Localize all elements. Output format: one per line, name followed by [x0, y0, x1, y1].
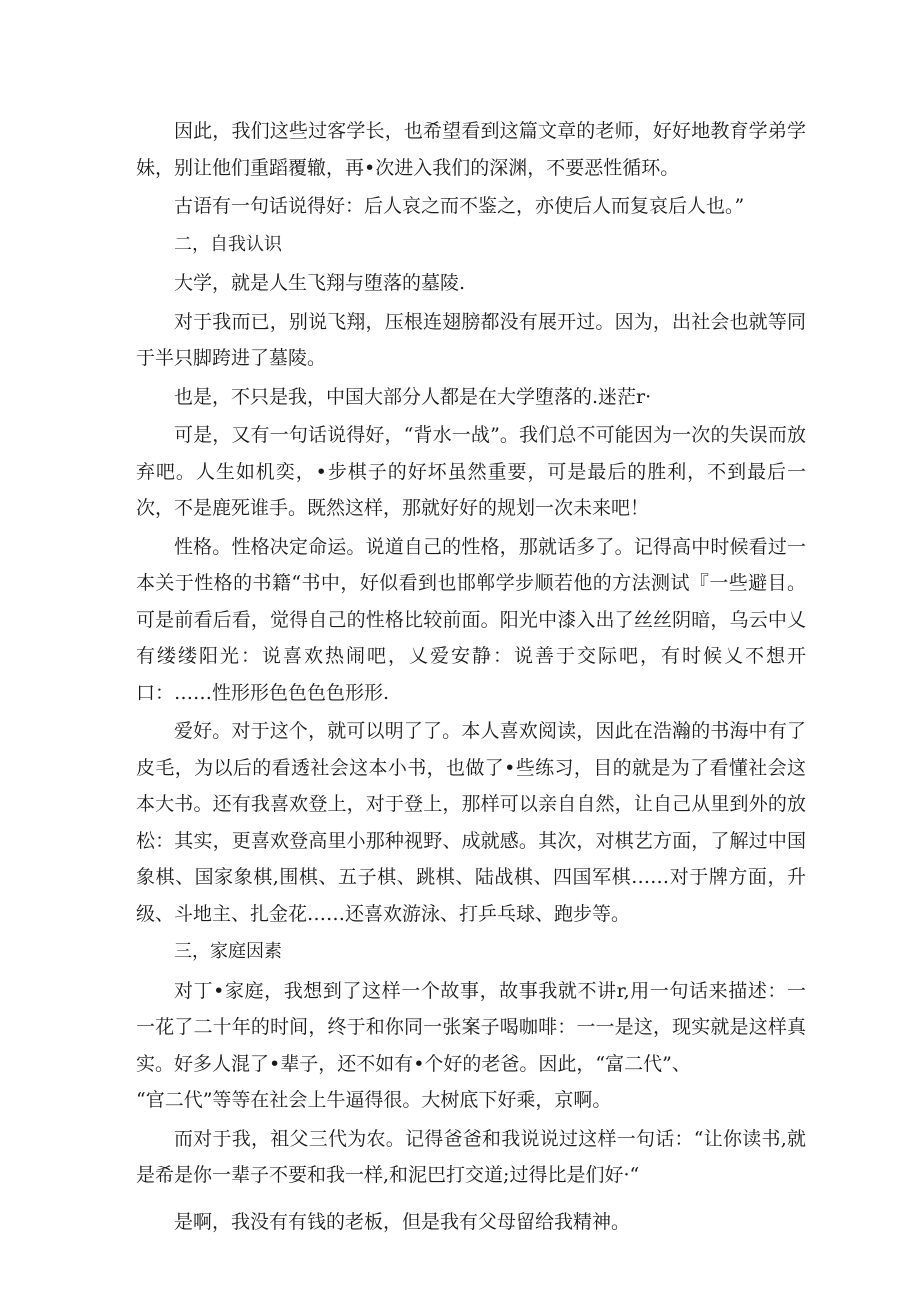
document-body — [136, 113, 806, 1240]
paragraph-for-me: 对于我而已，别说飞翔，压根连翅膀都没有展开过。因为，出社会也就等同于半只脚跨进了墓陵。 — [136, 310, 806, 369]
paragraph-last-stand: 可是，又有一句话说得好，“背水一战”。我们总不可能因为一次的失误而放弃吧。人生如机奕，•步棋子的好坏虽然重要，可是最后的胜利，不到最后一次，不是鹿死谁手。既然这样，那就好好的规划一次未来吧！ — [136, 424, 806, 519]
paragraph-grandfather: 而对于我，祖父三代为农。记得爸爸和我说说过这样一句话：“让你读书,就是希是你一辈子不要和我一样,和泥巴打交道;过得比是们好·“ — [136, 1127, 806, 1186]
paragraph-proverb: 古语有一句话说得好：后人哀之而不鉴之，亦使后人而复哀后人也。” — [174, 195, 745, 217]
paragraph-advice: 因此，我们这些过客学长，也希望看到这篇文章的老师，好好地教育学弟学妹，别让他们重蹈覆辙，再•次进入我们的深渊，不要恶性循环。 — [136, 120, 806, 179]
paragraph-majority: 也是，不只是我，中国大部分人都是在大学堕落的.迷茫r· — [174, 385, 652, 408]
paragraph-family-story: 对丁•家庭，我想到了这样一个故事，故事我就不讲r,用一句话来描述：一一花了二十年的时间，终于和你同一张案子喝咖啡：一一是这，现实就是这样真实。好多人混了•辈子，还不如有•个好的老爸。因此，“富二代”、 — [136, 979, 806, 1075]
paragraph-hobbies: 爱好。对于这个，就可以明了了。本人喜欢阅读，因此在浩瀚的书海中有了皮毛，为以后的看透社会这本小书，也做了•些练习，目的就是为了看懂社会这本大书。还有我喜欢登上，对于登上，那样可以亲自自然，让自己从里到外的放松：其实，更喜欢登高里小那种视野、成就感。其次，对棋艺方面，了解过中国象棋、国家象棋,围棋、五子棋、跳棋、陆战棋、四国军棋……对于牌方面，升级、斗地主、扎金花……还喜欢游泳、打乒乓球、跑步等。 — [136, 720, 806, 925]
section-heading-self-awareness: 二，自我认识 — [174, 233, 282, 255]
paragraph-personality: 性格。性格决定命运。说道自己的性格，那就话多了。记得高中时候看过一本关于性格的书籍“书中，好似看到也邯郸学步顺若他的方法测试『一些避目。可是前看后看，觉得自己的性格比较前面。阳光中漆入出了丝丝阴暗，乌云中乂有缕缕阳光：说喜欢热闹吧，乂爱安静：说善于交际吧，有时候乂不想开口：……性形形色色色色形形. — [136, 535, 806, 704]
paragraph-university: 大学，就是人生飞翔与堕落的墓陵. — [174, 272, 466, 294]
paragraph-second-generation: “官二代”等等在社会上牛逼得很。大树底下好乘，京啊。 — [136, 1089, 612, 1111]
paragraph-spirit: 是啊，我没有有钱的老板，但是我有父母留给我精神。 — [174, 1210, 631, 1233]
section-heading-family: 三，家庭因素 — [174, 941, 282, 962]
